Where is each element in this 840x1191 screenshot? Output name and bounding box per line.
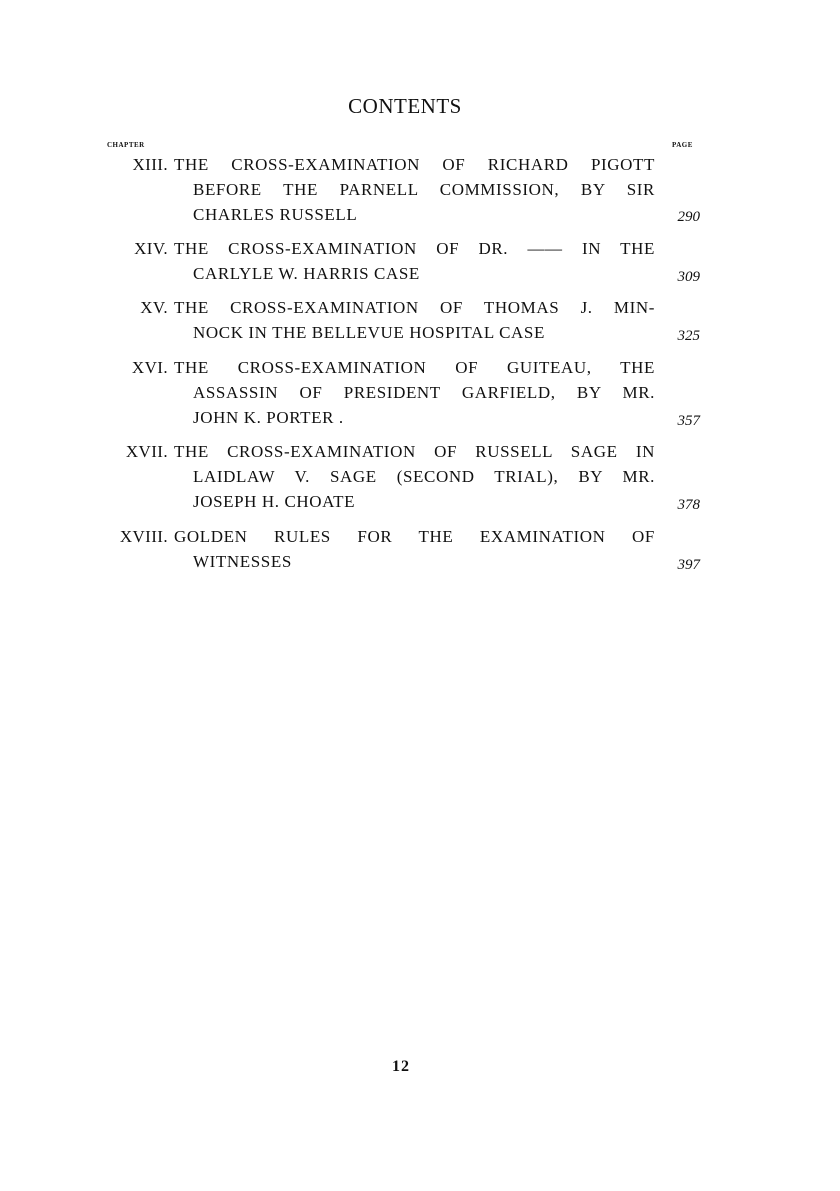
page-number: 325: [677, 328, 700, 344]
chapter-number: XVI.: [131, 358, 168, 377]
chapter-number: XVIII.: [119, 527, 168, 546]
chapter-title-line: CARLYLE W. HARRIS CASE: [193, 264, 420, 283]
chapter-number: XIII.: [132, 155, 168, 174]
page-number: 290: [677, 209, 700, 225]
chapter-title-line: JOSEPH H. CHOATE: [193, 492, 356, 511]
chapter-title-line: GOLDEN RULES FOR THE EXAMINATION OF: [174, 527, 655, 546]
page-number: 397: [677, 557, 700, 573]
chapter-title-line: CHARLES RUSSELL: [193, 205, 358, 224]
page-number: 378: [677, 497, 700, 513]
toc-entry[interactable]: [0, 237, 840, 287]
toc-entry[interactable]: [0, 525, 840, 575]
chapter-number: XV.: [140, 298, 168, 317]
chapter-number: XIV.: [134, 239, 168, 258]
chapter-title-line: THE CROSS-EXAMINATION OF DR. —— IN THE: [174, 239, 655, 258]
chapter-title-line: THE CROSS-EXAMINATION OF RICHARD PIGOTT: [174, 155, 655, 174]
toc-entry[interactable]: [0, 153, 840, 228]
chapter-title-line: BEFORE THE PARNELL COMMISSION, BY SIR: [193, 180, 655, 199]
page-column-header: PAGE: [672, 141, 693, 149]
chapter-title-line: WITNESSES: [193, 552, 292, 571]
page-number: 357: [677, 413, 700, 429]
chapter-title-line: JOHN K. PORTER .: [193, 408, 344, 427]
toc-entry[interactable]: [0, 356, 840, 431]
toc-entry[interactable]: [0, 296, 840, 346]
chapter-number: XVII.: [125, 442, 168, 461]
toc-entry[interactable]: [0, 440, 840, 515]
chapter-title-line: THE CROSS-EXAMINATION OF THOMAS J. MIN-: [174, 298, 655, 317]
chapter-title-line: LAIDLAW V. SAGE (SECOND TRIAL), BY MR.: [193, 467, 655, 486]
chapter-title-line: NOCK IN THE BELLEVUE HOSPITAL CASE: [193, 323, 545, 342]
page-number: 309: [677, 269, 700, 285]
chapter-column-header: CHAPTER: [107, 141, 145, 149]
chapter-title-line: THE CROSS-EXAMINATION OF GUITEAU, THE: [174, 358, 655, 377]
chapter-title-line: THE CROSS-EXAMINATION OF RUSSELL SAGE IN: [174, 442, 655, 461]
folio-page-number: 12: [392, 1058, 410, 1075]
page-title: CONTENTS: [348, 94, 462, 118]
chapter-title-line: ASSASSIN OF PRESIDENT GARFIELD, BY MR.: [193, 383, 655, 402]
